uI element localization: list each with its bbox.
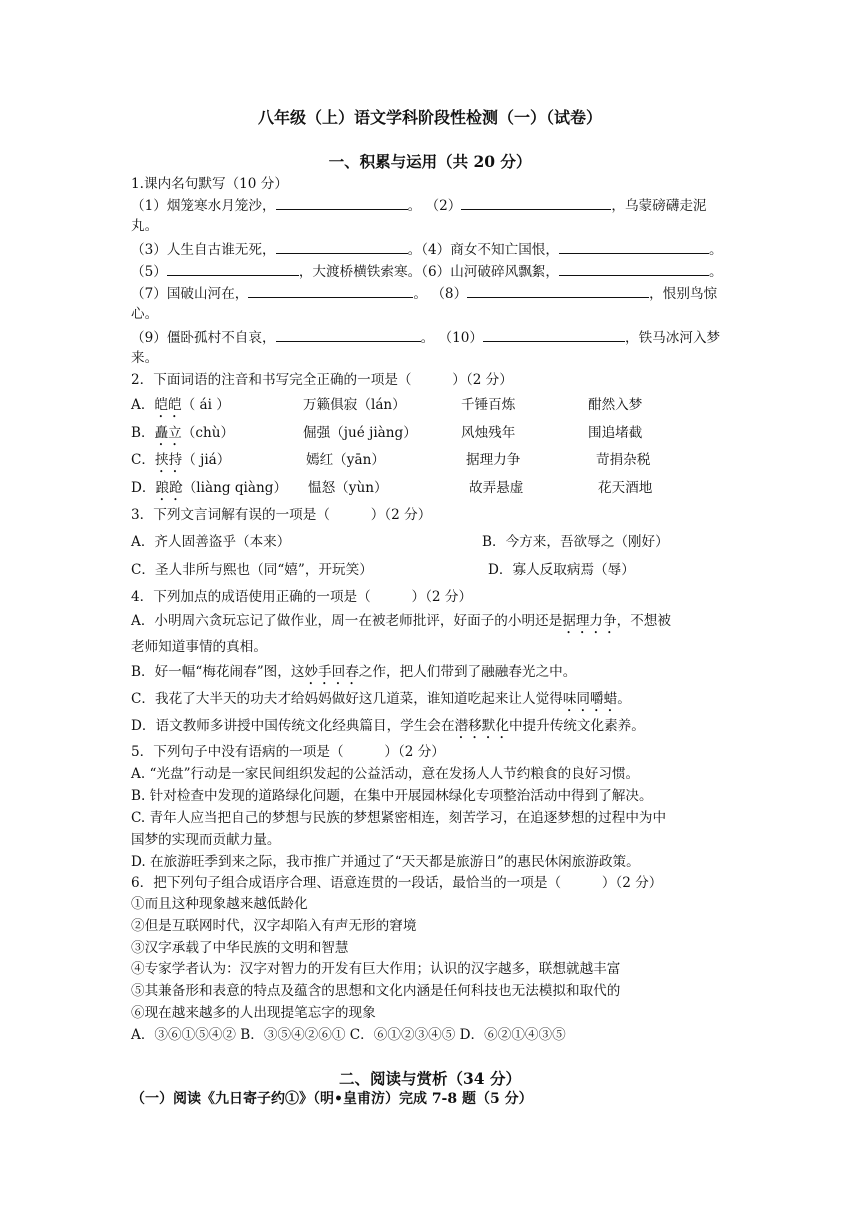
q1-line-5 [131,328,720,347]
dotted-idiom: 妙手回春 [304,664,359,680]
answer-blank[interactable] [276,240,408,254]
q6-sentence-4: ④专家学者认为：汉字对智力的开发有巨大作用；认识的汉字越多，联想就越丰富 [131,961,621,977]
q4-option-a-cont: 老师知道事情的真相。 [131,639,267,655]
option-letter: A． [131,397,155,413]
q1-line-1-cont: 丸。 [131,218,159,234]
page-title: 八年级（上）语文学科阶段性检测（一）（试卷） [257,108,602,127]
q4-text: 之作，把人们带到了融融春光之中。 [358,664,577,680]
pinyin: （liàng qiàng） [182,480,288,496]
question-1-heading: 1.课内名句默写（10 分） [131,176,288,192]
q2-d-word-3: 故弄悬虚 [469,480,524,496]
q2-a-word-3: 千锤百炼 [461,397,516,413]
q4-option-d [131,717,645,742]
answer-blank[interactable] [461,196,611,210]
q4-text: C．我花了大半天的功夫才给妈妈做好这几道菜，谁知道吃起来让人觉得 [131,691,563,707]
q2-c-word-3: 据理力争 [466,452,521,468]
q2-a-word-4: 酣然入梦 [588,397,643,413]
q2-b-word-4: 围追堵截 [588,425,643,441]
q5-option-d: D. 在旅游旺季到来之际，我市推广并通过了“天天都是旅游日”的惠民休闲旅游政策。 [131,854,640,870]
option-letter: D． [131,480,156,496]
q4-option-a [131,612,671,637]
q1-text: 。（4）商女不知亡国恨， [407,242,559,258]
q1-text: 。 [708,242,723,258]
pinyin: （ jiá） [182,452,231,468]
q2-c-word-2: 嫣红（yān） [306,452,385,468]
q5-option-a: A. “光盘”行动是一家民间组织发起的公益活动，意在发扬人人节约粮食的良好习惯。 [131,766,640,782]
q2-b-word-3: 风烛残年 [461,425,516,441]
answer-blank[interactable] [467,284,649,298]
q1-line-2 [131,240,723,259]
q6-sentence-6: ⑥现在越来越多的人出现提笔忘字的现象 [131,1005,376,1021]
dotted-idiom: 据理力争 [562,613,617,629]
subsection-heading: （一）阅读《九日寄子约①》（明•皇甫汸）完成 7-8 题（5 分） [131,1091,533,1107]
q5-option-c-cont: 国梦的实现而贡献力量。 [131,832,281,848]
answer-blank[interactable] [167,262,299,276]
q1-line-4 [131,284,717,303]
q3-option-a: A．齐人固善盗乎（本来） [131,534,291,550]
q1-text: （9）僵卧孤村不自哀， [131,330,276,346]
q5-option-c: C. 青年人应当把自己的梦想与民族的梦想紧密相连，刻苦学习，在追逐梦想的过程中为中 [131,810,667,826]
question-3-stem: 3．下列文言词解有误的一项是（ ）（2 分） [131,507,432,523]
option-letter: B． [131,425,155,441]
pinyin: （ ái ） [181,397,230,413]
q3-option-d: D．寡人反取病焉（辱） [488,562,635,578]
q1-text: ，大渡桥横铁索寒。（6）山河破碎风飘絮， [298,264,559,280]
q2-option-b [131,424,234,449]
q4-option-b [131,663,576,688]
q6-options: A．③⑥①⑤④② B．③⑤④②⑥① C．⑥①②③④⑤ D．⑥②①④③⑤ [131,1027,566,1043]
answer-blank[interactable] [248,284,413,298]
answer-blank[interactable] [559,262,709,276]
q1-text: （5） [131,264,167,280]
q4-text: A．小明周六贪玩忘记了做作业，周一在被老师批评，好面子的小明还是 [131,613,563,629]
q2-c-word-4: 苛捐杂税 [596,452,651,468]
dotted-word: 皑皑 [154,397,182,413]
q2-option-d [131,479,287,504]
option-letter: C． [131,452,155,468]
q4-text: 。 [617,691,631,707]
q4-text: 中提升传统文化素养。 [508,718,645,734]
q1-text: （3）人生自古谁无死， [131,242,276,258]
q1-text: ，恨别鸟惊 [649,286,718,302]
question-5-stem: 5．下列句子中没有语病的一项是（ ）（2 分） [131,744,445,760]
q2-option-c [131,451,230,476]
q1-text: ，铁马冰河入梦 [625,330,721,346]
q3-option-b: B．今方来，吾欲辱之（刚好） [482,534,669,550]
q1-line-1 [131,196,707,215]
q4-text: B．好一幅“梅花闹春”图，这 [131,664,305,680]
question-4-stem: 4．下列加点的成语使用正确的一项是（ ）（2 分） [131,589,473,605]
q1-line-3 [131,262,723,281]
q1-text: 。 （10） [420,330,483,346]
q6-sentence-3: ③汉字承载了中华民族的文明和智慧 [131,940,349,956]
q5-option-b: B. 针对检查中发现的道路绿化问题，在集中开展园林绿化专项整治活动中得到了解决。 [131,788,653,804]
dotted-word: 矗立 [154,425,182,441]
q6-sentence-1: ①而且这种现象越来越低龄化 [131,896,308,912]
answer-blank[interactable] [276,196,408,210]
q1-text: ，乌蒙磅礴走泥 [611,198,707,214]
answer-blank[interactable] [276,328,421,342]
q4-text: ，不想被 [616,613,671,629]
q2-option-a [131,396,230,421]
section-heading-1: 一、积累与运用（共 20 分） [328,152,532,171]
dotted-idiom: 潜移默化 [454,718,509,734]
dotted-word: 踉跄 [155,480,183,496]
q4-text: D．语文教师多讲授中国传统文化经典篇目，学生会在 [131,718,455,734]
section-heading-2: 二、阅读与赏析（34 分） [339,1069,521,1088]
q3-option-c: C．圣人非所与熙也（同“嬉”，开玩笑） [131,562,373,578]
dotted-idiom: 味同嚼蜡 [562,691,618,707]
q2-a-word-2: 万籁俱寂（lán） [303,397,406,413]
q1-line-4-cont: 心。 [131,306,159,322]
pinyin: （chù） [181,425,235,441]
question-2-stem: 2．下面词语的注音和书写完全正确的一项是（ ）（2 分） [131,372,513,388]
q1-text: （1）烟笼寒水月笼沙， [131,198,276,214]
q6-sentence-2: ②但是互联网时代，汉字却陷入有声无形的窘境 [131,918,417,934]
q1-text: 。 （2） [407,198,462,214]
dotted-word: 挟持 [155,452,183,468]
answer-blank[interactable] [559,240,709,254]
q2-d-word-2: 愠怒（yùn） [308,480,388,496]
q1-text: （7）国破山河在， [131,286,249,302]
q1-text: 。 （8） [413,286,468,302]
question-6-stem: 6．把下列句子组合成语序合理、语意连贯的一段话，最恰当的一项是（ ）（2 分） [131,875,663,891]
q1-line-5-cont: 来。 [131,350,159,366]
answer-blank[interactable] [483,328,625,342]
q2-b-word-2: 倔强（jué jiàng） [303,425,417,441]
q4-option-c [131,690,631,715]
q1-text: 。 [708,264,723,280]
q2-d-word-4: 花天酒地 [598,480,653,496]
q6-sentence-5: ⑤其兼备形和表意的特点及蕴含的思想和文化内涵是任何科技也无法模拟和取代的 [131,983,621,999]
